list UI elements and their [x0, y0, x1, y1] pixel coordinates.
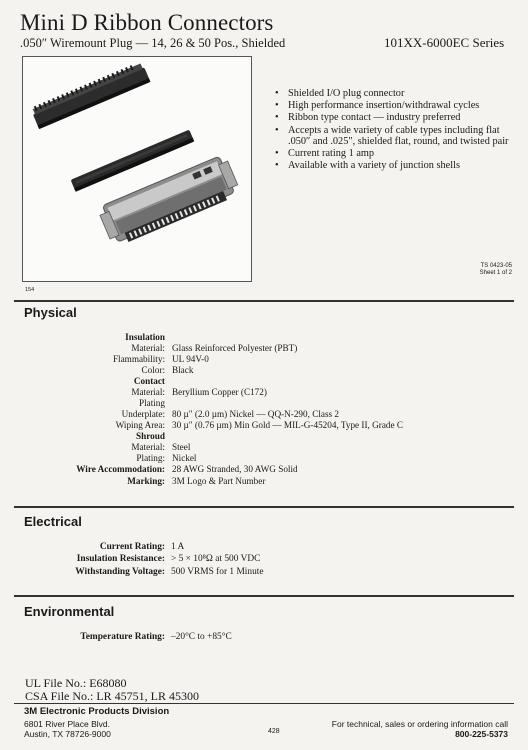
spec-label: Insulation [125, 332, 165, 342]
footer-address-line: Austin, TX 78726-9000 [24, 729, 111, 739]
spec-row [0, 420, 528, 431]
feature-item: • Current rating 1 amp [274, 148, 514, 159]
spec-label: Insulation Resistance: [76, 554, 165, 564]
photo-caption: 154 [25, 287, 35, 293]
spec-row [0, 354, 528, 365]
sheet-ref-code: TS 0423-05 [480, 263, 512, 269]
section-divider [14, 300, 514, 302]
spec-label: Temperature Rating: [80, 632, 165, 642]
spec-label: Wire Accommodation: [76, 464, 165, 474]
page-title: Mini D Ribbon Connectors [20, 10, 274, 35]
feature-item: • Accepts a wide variety of cable types including flat .050″ and .025″, shielded flat, round, and twisted pair [274, 125, 514, 147]
spec-value: Black [172, 365, 194, 375]
spec-label: Material: [131, 387, 165, 397]
spec-value: Glass Reinforced Polyester (PBT) [172, 343, 298, 353]
page-subtitle: .050″ Wiremount Plug — 14, 26 & 50 Pos., Shielded [20, 36, 286, 50]
spec-label: Plating [138, 398, 165, 408]
spec-value: 3M Logo & Part Number [172, 476, 266, 486]
spec-label: Wiping Area: [115, 420, 165, 430]
csa-file-number: CSA File No.: LR 45751, LR 45300 [25, 688, 200, 703]
spec-label: Shroud [136, 431, 165, 441]
footer-contact-line: For technical, sales or ordering information call [331, 719, 508, 729]
file-numbers [25, 677, 199, 702]
spec-row [0, 376, 528, 387]
spec-row [0, 387, 528, 398]
section-heading-environmental: Environmental [24, 604, 115, 619]
spec-row [0, 398, 528, 409]
spec-value: 500 VRMS for 1 Minute [171, 567, 264, 577]
spec-row [0, 567, 528, 579]
spec-value: 30 µ″ (0.76 µm) Min Gold — MIL-G-45204, Type II, Grade C [172, 420, 404, 430]
sheet-ref-page: Sheet 1 of 2 [479, 270, 512, 276]
feature-item: • Shielded I/O plug connector [274, 88, 514, 99]
spec-row [0, 431, 528, 442]
spec-row [0, 365, 528, 376]
footer-phone: 800-225-5373 [455, 729, 508, 739]
spec-value: 28 AWG Stranded, 30 AWG Solid [172, 464, 298, 474]
section-divider [14, 595, 514, 597]
spec-value: 80 µ″ (2.0 µm) Nickel — QQ-N-290, Class 2 [172, 409, 340, 419]
spec-row [0, 453, 528, 464]
spec-row [0, 409, 528, 420]
sheet-reference [480, 263, 512, 277]
footer-address [24, 719, 111, 739]
ul-file-number: UL File No.: E68080 [25, 676, 127, 690]
spec-label: Material: [131, 343, 165, 353]
spec-value: > 5 × 10⁸Ω at 500 VDC [171, 554, 261, 564]
section-divider [14, 506, 514, 508]
feature-item: • Available with a variety of junction shells [274, 160, 514, 171]
spec-value: Beryllium Copper (C172) [172, 387, 267, 397]
connector-photo-icon [23, 57, 251, 281]
spec-label: Contact [133, 376, 165, 386]
spec-label: Underplate: [121, 409, 165, 419]
spec-value: Nickel [172, 453, 197, 463]
series-label: 101XX-6000EC Series [384, 35, 505, 50]
spec-row [0, 554, 528, 566]
spec-label: Marking: [127, 476, 165, 486]
spec-label: Material: [131, 442, 165, 452]
spec-row [0, 632, 528, 644]
spec-value: UL 94V-0 [172, 354, 209, 364]
product-photo [22, 56, 252, 282]
footer-division: 3M Electronic Products Division [24, 706, 170, 717]
feature-item: • Ribbon type contact — industry preferred [274, 112, 514, 123]
spec-label: Current Rating: [99, 542, 165, 552]
section-heading-electrical: Electrical [24, 514, 82, 529]
spec-value: –20°C to +85°C [171, 632, 232, 642]
spec-row [0, 442, 528, 453]
section-heading-physical: Physical [24, 305, 77, 320]
page-number: 428 [268, 728, 280, 735]
spec-row [0, 476, 528, 487]
footer-contact [332, 719, 508, 739]
feature-item: • High performance insertion/withdrawal cycles [274, 100, 514, 111]
spec-value: 1 A [171, 542, 185, 552]
spec-label: Plating: [136, 453, 165, 463]
spec-row [0, 542, 528, 554]
spec-label: Withstanding Voltage: [75, 567, 165, 577]
spec-row [0, 343, 528, 354]
spec-row [0, 332, 528, 343]
spec-value: Steel [172, 442, 191, 452]
spec-label: Color: [141, 365, 165, 375]
spec-label: Flammability: [112, 354, 165, 364]
spec-row [0, 464, 528, 475]
footer-divider [14, 703, 514, 704]
feature-list [274, 88, 514, 172]
footer-address-line: 6801 River Place Blvd. [24, 719, 110, 729]
